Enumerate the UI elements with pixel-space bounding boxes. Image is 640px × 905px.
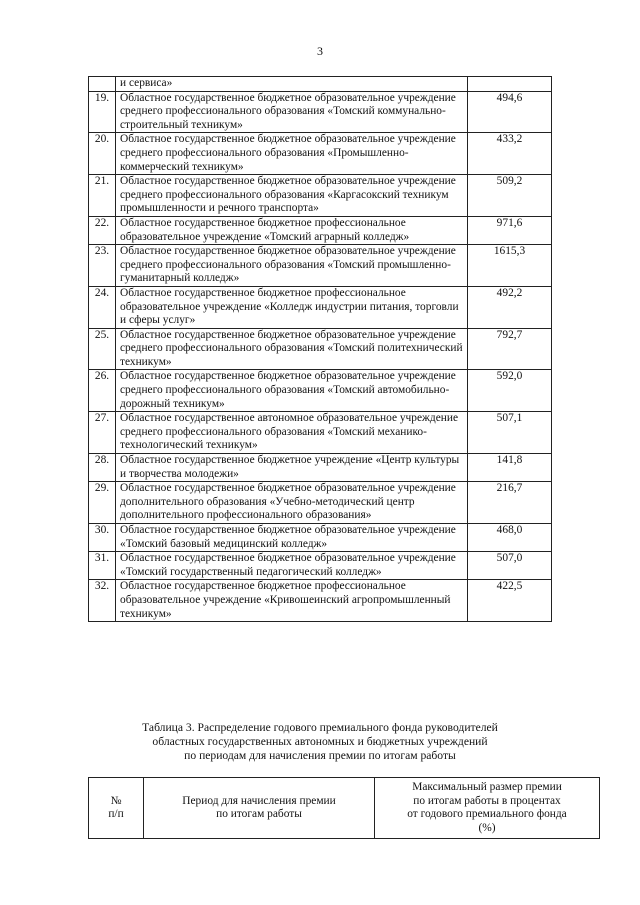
table-row [89, 580, 552, 622]
institution-name: Областное государственное бюджетное образовательное учреждение «Томский базовый медицинский колледж» [116, 524, 468, 552]
header-text: Максимальный размер премии [412, 781, 562, 793]
caption-line: областных государственных автономных и бюджетных учреждений [152, 734, 488, 748]
table-row [89, 454, 552, 482]
row-number: 21. [89, 175, 116, 217]
premium-fund-value: 592,0 [468, 370, 552, 412]
row-number: 19. [89, 91, 116, 133]
premium-fund-value: 216,7 [468, 482, 552, 524]
premium-fund-value: 468,0 [468, 524, 552, 552]
table-row [89, 370, 552, 412]
institution-name: Областное государственное бюджетное учреждение «Центр культуры и творчества молодежи» [116, 454, 468, 482]
institution-name: Областное государственное бюджетное образовательное учреждение среднего профессионального образования «Промышленно-коммерческий техникум» [116, 133, 468, 175]
table-row [89, 286, 552, 328]
table-row [89, 245, 552, 287]
row-number: 24. [89, 286, 116, 328]
institution-name: Областное государственное бюджетное образовательное учреждение дополнительного образования «Учебно-методический центр дополнительного профессионального образования» [116, 482, 468, 524]
institution-name: Областное государственное бюджетное профессиональное образовательное учреждение «Томский аграрный колледж» [116, 216, 468, 244]
premium-fund-value: 507,0 [468, 552, 552, 580]
premium-fund-value: 971,6 [468, 216, 552, 244]
table-row [89, 524, 552, 552]
row-number: 25. [89, 328, 116, 370]
header-max-premium [375, 778, 600, 839]
premium-fund-value: 1615,3 [468, 245, 552, 287]
table3-header-row [89, 778, 600, 839]
row-number: 32. [89, 580, 116, 622]
institution-name: Областное государственное бюджетное профессиональное образовательное учреждение «Колледж индустрии питания, торговли и сферы услуг» [116, 286, 468, 328]
table-row [89, 216, 552, 244]
header-text: от годового премиального фонда [407, 808, 567, 821]
header-text: № [110, 794, 122, 807]
caption-line: по периодам для начисления премии по итогам работы [184, 748, 456, 762]
row-number: 23. [89, 245, 116, 287]
institution-name: Областное государственное бюджетное образовательное учреждение среднего профессионального образования «Томский автомобильно-дорожный техникум» [116, 370, 468, 412]
institution-name: Областное государственное бюджетное образовательное учреждение среднего профессионального образования «Каргасокский техникум промышленности и речного транспорта» [116, 175, 468, 217]
table-row [89, 552, 552, 580]
institution-name: Областное государственное бюджетное образовательное учреждение среднего профессионального образования «Томский коммунально-строительный техникум» [116, 91, 468, 133]
row-number: 29. [89, 482, 116, 524]
table-row [89, 482, 552, 524]
row-number: 26. [89, 370, 116, 412]
header-text: (%) [478, 821, 496, 834]
row-number: 28. [89, 454, 116, 482]
premium-fund-value: 507,1 [468, 412, 552, 454]
institutions-table [88, 76, 552, 622]
table-row [89, 91, 552, 133]
header-text: по итогам работы [216, 808, 302, 821]
header-text: п/п [108, 808, 124, 821]
premium-fund-value: 422,5 [468, 580, 552, 622]
page-number: 3 [317, 44, 323, 58]
institution-name: Областное государственное автономное образовательное учреждение среднего профессионального образования «Томский механико-технологический техникум» [116, 412, 468, 454]
institution-name: Областное государственное бюджетное профессиональное образовательное учреждение «Кривошеинский агропромышленный техникум» [116, 580, 468, 622]
row-number: 31. [89, 552, 116, 580]
institution-name: Областное государственное бюджетное образовательное учреждение среднего профессионального образования «Томский промышленно-гуманитарный колледж» [116, 245, 468, 287]
table-row [89, 412, 552, 454]
table-row [89, 175, 552, 217]
header-text: по итогам работы в процентах [413, 794, 561, 807]
premium-fund-value: 494,6 [468, 91, 552, 133]
premium-fund-value: 433,2 [468, 133, 552, 175]
institution-name: Областное государственное бюджетное образовательное учреждение «Томский государственный педагогический колледж» [116, 552, 468, 580]
row-number [89, 77, 116, 92]
row-number: 20. [89, 133, 116, 175]
premium-fund-value: 492,2 [468, 286, 552, 328]
table3-caption [88, 721, 552, 762]
header-period [144, 778, 375, 839]
table3-header [88, 777, 600, 839]
premium-fund-value: 792,7 [468, 328, 552, 370]
premium-fund-value: 509,2 [468, 175, 552, 217]
row-number: 22. [89, 216, 116, 244]
table-row-continuation [89, 77, 552, 92]
table-row [89, 328, 552, 370]
header-text: Период для начисления премии [182, 794, 336, 807]
table-row [89, 133, 552, 175]
row-number: 27. [89, 412, 116, 454]
institution-name: и сервиса» [116, 77, 468, 92]
row-number: 30. [89, 524, 116, 552]
header-number [89, 778, 144, 839]
institution-name: Областное государственное бюджетное образовательное учреждение среднего профессионального образования «Томский политехнический техникум» [116, 328, 468, 370]
caption-line: Таблица 3. Распределение годового премиального фонда руководителей [142, 721, 498, 734]
premium-fund-value [468, 77, 552, 92]
premium-fund-value: 141,8 [468, 454, 552, 482]
